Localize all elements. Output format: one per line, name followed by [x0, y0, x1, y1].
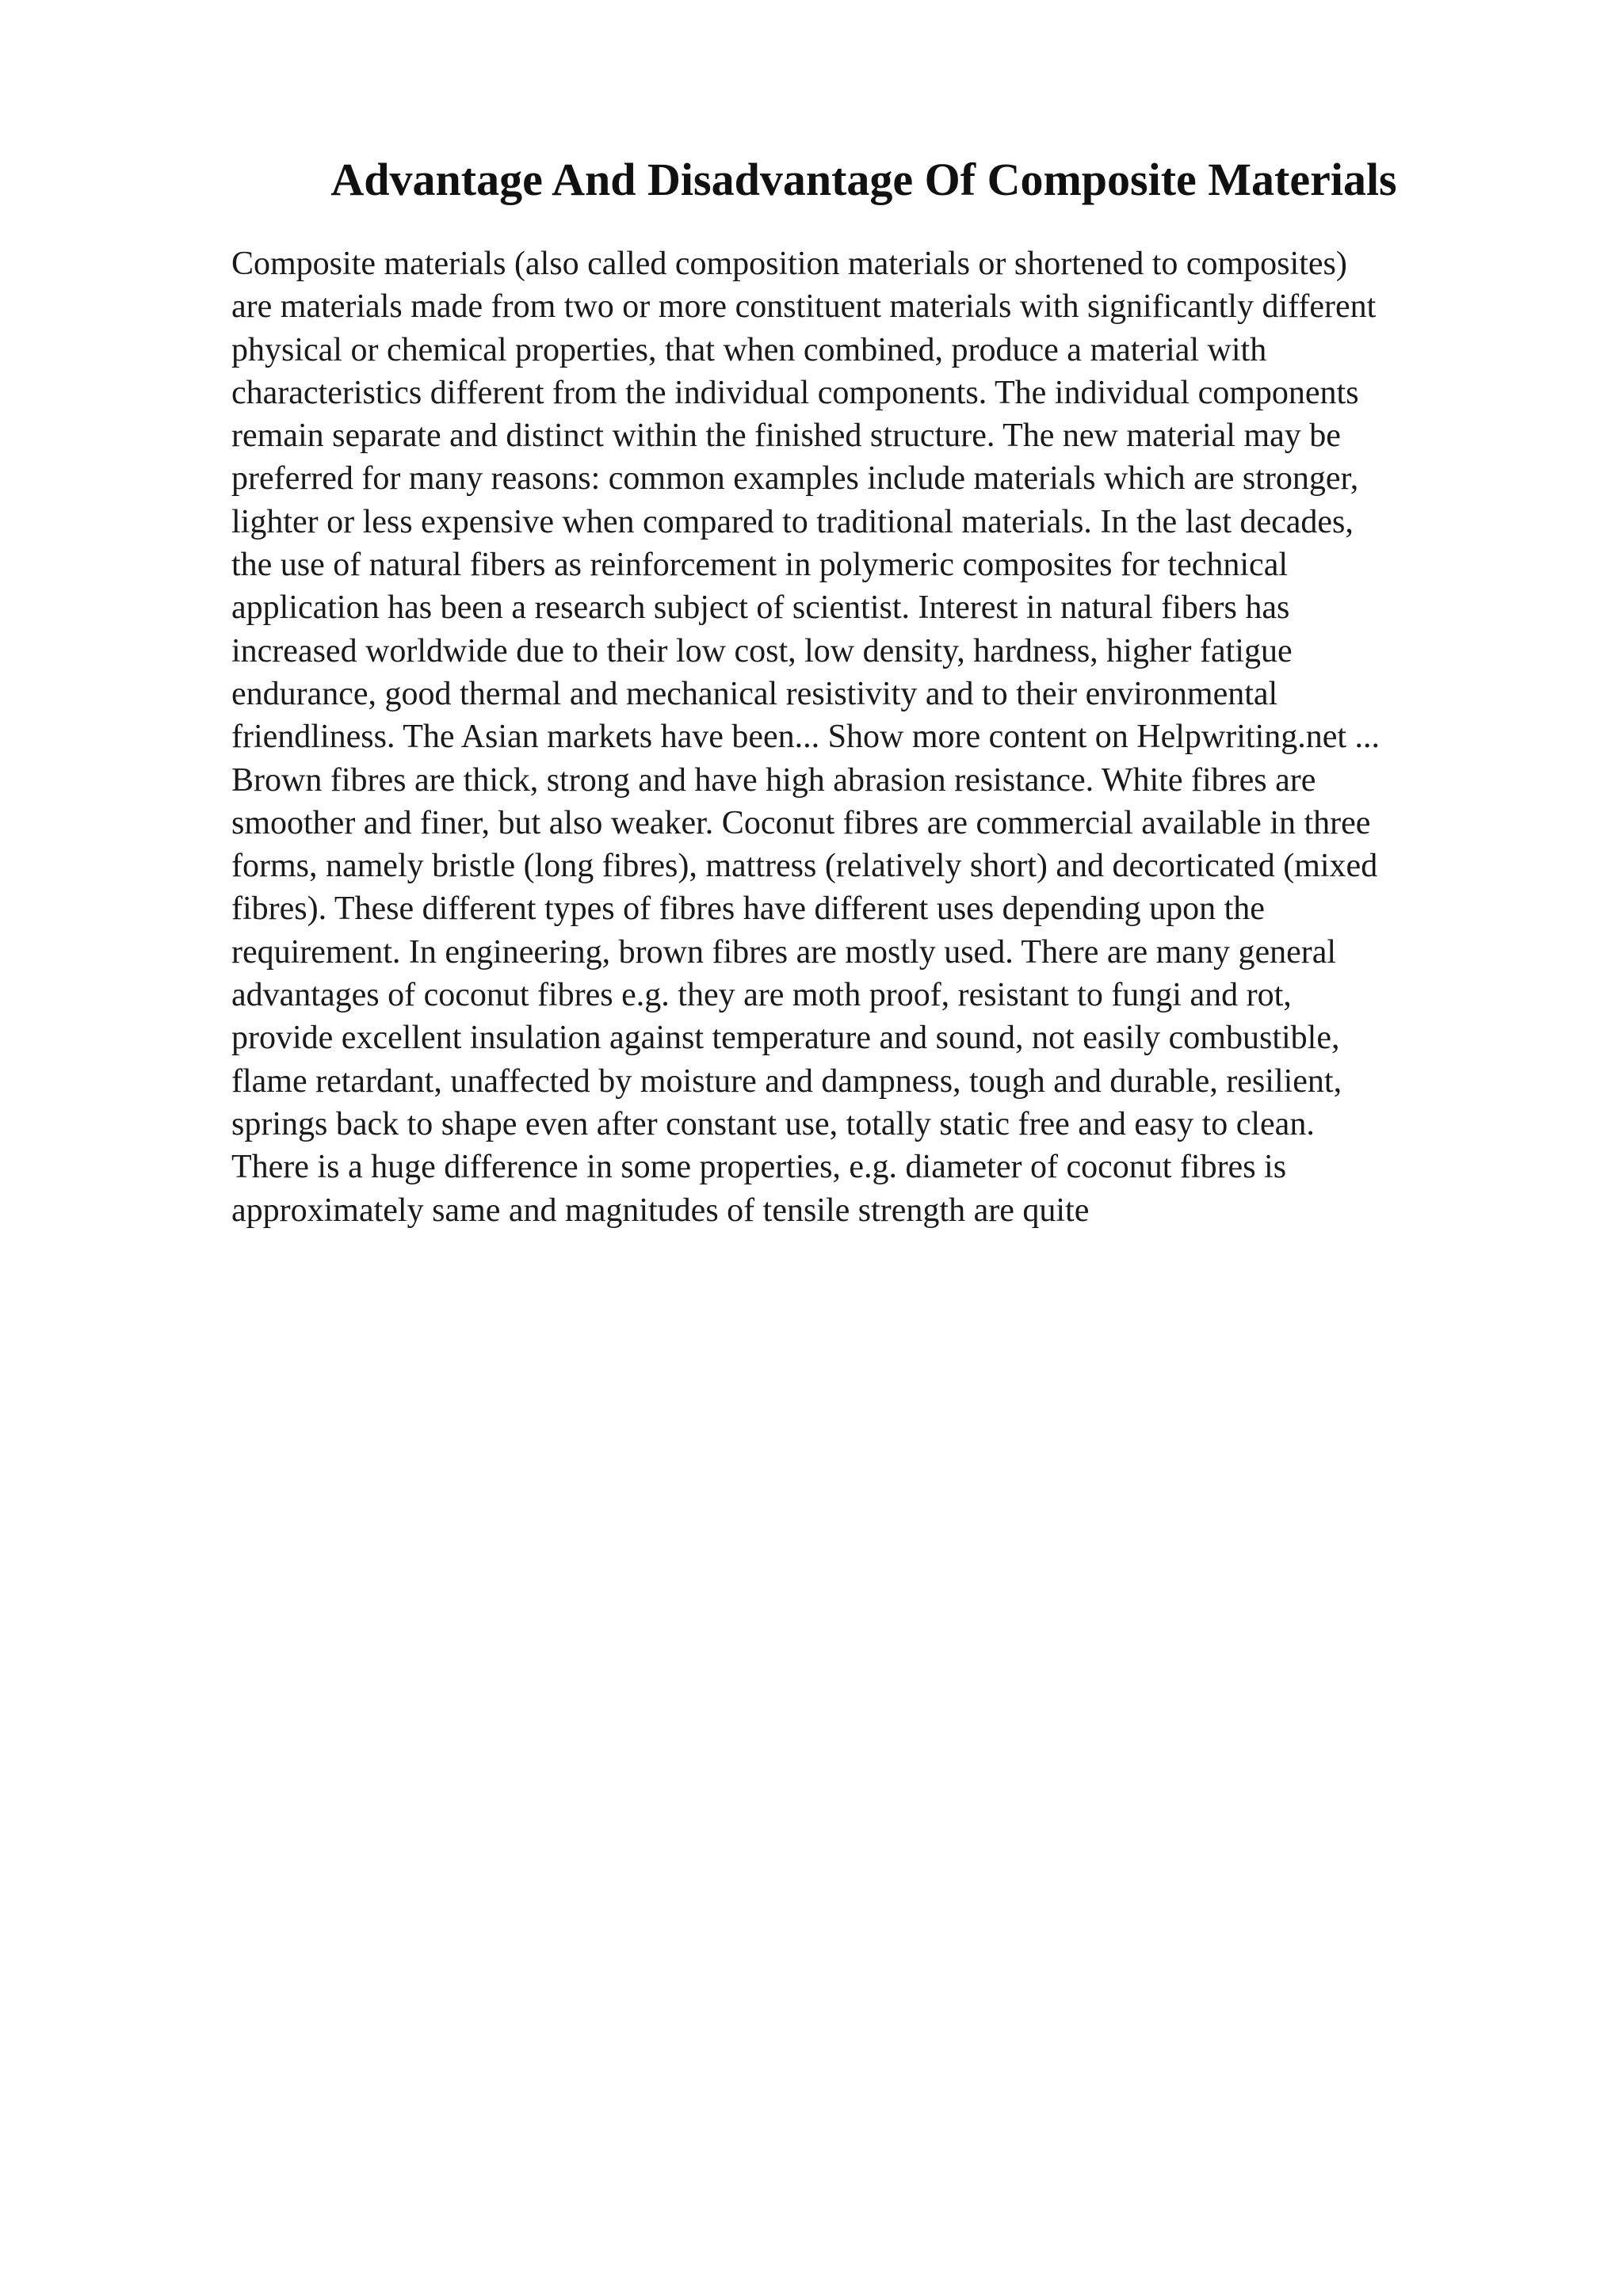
body-line: endurance, good thermal and mechanical resistivity and to their environmental: [231, 675, 1278, 712]
document-body: [231, 242, 1515, 1232]
body-line: flame retardant, unaffected by moisture and dampness, tough and durable, resilient,: [231, 1062, 1342, 1100]
body-line: lighter or less expensive when compared to traditional materials. In the last decades,: [231, 503, 1354, 540]
body-line: are materials made from two or more constituent materials with significantly different: [231, 288, 1377, 326]
body-line: springs back to shape even after constant use, totally static free and easy to clean.: [231, 1105, 1315, 1142]
body-line: smoother and finer, but also weaker. Coconut fibres are commercial available in three: [231, 804, 1371, 841]
body-line: forms, namely bristle (long fibres), mattress (relatively short) and decorticated (mixed: [231, 848, 1378, 885]
body-line: Composite materials (also called composition materials or shortened to composites): [231, 246, 1347, 282]
body-line: fibres). These different types of fibres have different uses depending upon the: [231, 891, 1265, 928]
body-line: preferred for many reasons: common examples include materials which are stronger,: [231, 460, 1359, 498]
body-line: remain separate and distinct within the finished structure. The new material may be: [231, 418, 1341, 455]
body-line: requirement. In engineering, brown fibres are mostly used. There are many general: [231, 933, 1337, 971]
body-line: approximately same and magnitudes of tensile strength are quite: [231, 1192, 1090, 1229]
body-line: characteristics different from the individual components. The individual components: [231, 374, 1359, 411]
document-title: Advantage And Disadvantage Of Composite Materials: [330, 154, 1397, 205]
body-line: application has been a research subject of scientist. Interest in natural fibers has: [231, 589, 1290, 627]
body-line: physical or chemical properties, that when combined, produce a material with: [231, 331, 1267, 368]
body-line: Brown fibres are thick, strong and have high abrasion resistance. White fibres are: [231, 761, 1316, 799]
body-line: friendliness. The Asian markets have been... Show more content on Helpwriting.net ...: [231, 719, 1381, 756]
body-line: There is a huge difference in some properties, e.g. diameter of coconut fibres is: [231, 1149, 1287, 1186]
body-line: the use of natural fibers as reinforcement in polymeric composites for technical: [231, 547, 1289, 584]
body-line: provide excellent insulation against temperature and sound, not easily combustible,: [231, 1020, 1340, 1057]
body-line: increased worldwide due to their low cost, low density, hardness, higher fatigue: [231, 632, 1293, 669]
body-line: advantages of coconut fibres e.g. they are moth proof, resistant to fungi and rot,: [231, 977, 1292, 1014]
